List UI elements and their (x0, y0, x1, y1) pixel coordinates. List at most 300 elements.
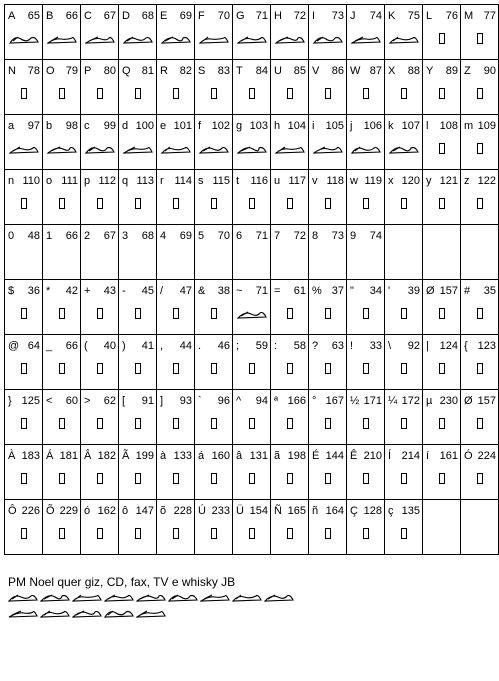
glyph-char: ª (274, 395, 279, 407)
box-glyph-icon (287, 418, 293, 429)
glyph-preview (347, 363, 384, 376)
glyph-cell (81, 280, 119, 335)
glyph-label (464, 120, 496, 132)
box-glyph-icon (97, 528, 103, 539)
glyph-cell (81, 445, 119, 500)
glyph-label (84, 175, 116, 187)
glyph-code: 162 (97, 505, 116, 517)
glyph-code: 125 (21, 395, 40, 407)
box-glyph-icon (401, 363, 407, 374)
glyph-char: a (8, 120, 15, 132)
glyph-preview (347, 198, 384, 211)
glyph-label (160, 450, 192, 462)
glyph-char: ! (350, 340, 354, 352)
glyph-char: ^ (236, 395, 242, 407)
glyph-code: 103 (249, 120, 268, 132)
glyph-label (426, 175, 458, 187)
glyph-code: 109 (477, 120, 496, 132)
glyph-code: 61 (293, 285, 306, 297)
glyph-cell (157, 170, 195, 225)
glyph-preview (43, 33, 80, 45)
glyph-code: 171 (363, 395, 382, 407)
glyph-label (426, 285, 458, 297)
glyph-code: 73 (331, 10, 344, 22)
glyph-char: % (312, 285, 322, 297)
glyph-code: 93 (179, 395, 192, 407)
glyph-label (236, 65, 268, 77)
glyph-label (388, 175, 420, 187)
glyph-char: W (350, 65, 361, 77)
glyph-code: 107 (401, 120, 420, 132)
glyph-preview (385, 88, 422, 101)
glyph-cell (233, 60, 271, 115)
glyph-label (160, 120, 192, 132)
animal-figure-icon (161, 143, 191, 155)
glyph-char: J (350, 10, 356, 22)
glyph-label (84, 285, 116, 297)
glyph-cell (233, 500, 271, 555)
glyph-preview (461, 308, 498, 321)
glyph-code: 40 (103, 340, 116, 352)
glyph-cell (347, 115, 385, 170)
box-glyph-icon (21, 198, 27, 209)
glyph-code: 68 (141, 10, 154, 22)
glyph-preview (157, 528, 194, 541)
animal-figure-icon (313, 143, 343, 155)
glyph-cell (5, 225, 43, 280)
animal-figure-icon (237, 33, 267, 45)
glyph-char: K (388, 10, 396, 22)
glyph-preview (43, 143, 80, 155)
glyph-cell (119, 280, 157, 335)
box-glyph-icon (401, 528, 407, 539)
glyph-cell (119, 225, 157, 280)
glyph-preview (461, 143, 498, 156)
animal-figure-icon (47, 143, 77, 155)
animal-figure-icon (136, 607, 166, 619)
glyph-label (198, 10, 230, 22)
glyph-label (426, 10, 458, 22)
glyph-cell (5, 60, 43, 115)
glyph-label (8, 65, 40, 77)
glyph-preview (195, 528, 232, 541)
glyph-cell (119, 5, 157, 60)
glyph-char: : (274, 340, 278, 352)
glyph-cell (195, 280, 233, 335)
glyph-grid (4, 4, 499, 555)
glyph-preview (461, 363, 498, 376)
glyph-code: 67 (103, 10, 116, 22)
glyph-code: 183 (21, 450, 40, 462)
glyph-code: 46 (217, 340, 230, 352)
glyph-code: 70 (217, 230, 230, 242)
glyph-code: 101 (173, 120, 192, 132)
glyph-row (5, 115, 499, 170)
glyph-label (388, 65, 420, 77)
glyph-cell (157, 500, 195, 555)
glyph-preview (271, 308, 308, 321)
glyph-cell (461, 390, 499, 445)
glyph-code: 84 (255, 65, 268, 77)
glyph-label (160, 285, 192, 297)
glyph-label (198, 175, 230, 187)
glyph-preview (271, 418, 308, 431)
glyph-code: 58 (293, 340, 306, 352)
glyph-code: 88 (407, 65, 420, 77)
glyph-char: ñ (312, 505, 319, 517)
glyph-code: 119 (364, 175, 382, 187)
box-glyph-icon (135, 473, 141, 484)
glyph-char: Ü (236, 505, 244, 517)
glyph-row (5, 445, 499, 500)
animal-figure-icon (47, 33, 77, 45)
box-glyph-icon (287, 528, 293, 539)
glyph-preview (385, 198, 422, 211)
animal-figure-icon (40, 607, 70, 619)
box-glyph-icon (97, 418, 103, 429)
glyph-preview (81, 473, 118, 486)
glyph-cell (347, 170, 385, 225)
glyph-preview (347, 88, 384, 101)
animal-figure-icon (72, 591, 102, 603)
glyph-preview (271, 473, 308, 486)
glyph-code: 72 (293, 10, 306, 22)
glyph-label (274, 120, 306, 132)
glyph-preview (309, 198, 346, 211)
box-glyph-icon (211, 473, 217, 484)
box-glyph-icon (21, 528, 27, 539)
glyph-code: 102 (211, 120, 230, 132)
animal-figure-icon (237, 308, 267, 320)
glyph-code: 199 (135, 450, 154, 462)
glyph-code: 224 (477, 450, 496, 462)
glyph-label (122, 230, 154, 242)
glyph-preview (309, 33, 346, 45)
glyph-code: 226 (21, 505, 40, 517)
glyph-cell (233, 445, 271, 500)
glyph-cell (423, 60, 461, 115)
glyph-code: 114 (174, 175, 192, 187)
animal-figure-icon (9, 33, 39, 45)
glyph-preview (423, 473, 460, 486)
glyph-char: r (160, 175, 164, 187)
glyph-cell (5, 280, 43, 335)
glyph-code: 69 (179, 10, 192, 22)
glyph-code: 63 (331, 340, 344, 352)
box-glyph-icon (439, 33, 445, 44)
glyph-code: 229 (59, 505, 78, 517)
glyph-cell (43, 500, 81, 555)
glyph-cell (5, 500, 43, 555)
glyph-preview (309, 143, 346, 155)
glyph-label (312, 120, 344, 132)
box-glyph-icon (97, 473, 103, 484)
glyph-label (8, 120, 40, 132)
glyph-char: $ (8, 285, 15, 297)
glyph-label (426, 340, 458, 352)
glyph-code: 77 (483, 10, 496, 22)
glyph-code: 92 (407, 340, 420, 352)
glyph-code: 123 (477, 340, 496, 352)
sample-line-1 (8, 590, 308, 604)
glyph-code: 62 (103, 395, 116, 407)
glyph-row (5, 60, 499, 115)
box-glyph-icon (401, 308, 407, 319)
glyph-label (464, 340, 496, 352)
animal-figure-icon (161, 33, 191, 45)
glyph-cell (423, 170, 461, 225)
glyph-cell (385, 60, 423, 115)
glyph-char: F (198, 10, 205, 22)
glyph-preview (271, 363, 308, 376)
glyph-cell (43, 390, 81, 445)
glyph-cell (347, 335, 385, 390)
glyph-label (198, 285, 230, 297)
glyph-code: 230 (439, 395, 458, 407)
glyph-char: õ (160, 505, 167, 517)
glyph-cell (347, 280, 385, 335)
glyph-code: 73 (331, 230, 344, 242)
glyph-cell (81, 115, 119, 170)
glyph-code: 42 (65, 285, 78, 297)
glyph-cell (233, 115, 271, 170)
glyph-cell (423, 445, 461, 500)
glyph-cell (233, 390, 271, 445)
glyph-label (426, 395, 458, 407)
glyph-cell (43, 335, 81, 390)
glyph-cell (461, 335, 499, 390)
glyph-code: 131 (249, 450, 268, 462)
glyph-code: 157 (477, 395, 496, 407)
box-glyph-icon (439, 198, 445, 209)
glyph-preview (81, 363, 118, 376)
glyph-code: 71 (255, 285, 268, 297)
glyph-row (5, 500, 499, 555)
glyph-char: 9 (350, 230, 357, 242)
glyph-preview (309, 528, 346, 541)
glyph-char: Ñ (274, 505, 282, 517)
glyph-char: á (198, 450, 205, 462)
glyph-char: s (198, 175, 204, 187)
glyph-label (198, 395, 230, 407)
glyph-code: 97 (27, 120, 40, 132)
glyph-code: 74 (369, 230, 382, 242)
glyph-char: * (46, 285, 51, 297)
box-glyph-icon (59, 363, 65, 374)
glyph-cell (81, 500, 119, 555)
glyph-char: Z (464, 65, 471, 77)
glyph-char: 8 (312, 230, 319, 242)
glyph-preview (81, 198, 118, 211)
glyph-preview (309, 363, 346, 376)
glyph-label (464, 10, 496, 22)
glyph-code: 44 (179, 340, 192, 352)
glyph-cell (195, 500, 233, 555)
glyph-label (160, 230, 192, 242)
glyph-preview (309, 308, 346, 321)
glyph-char: o (46, 175, 53, 187)
animal-figure-icon (8, 607, 38, 619)
glyph-label (464, 175, 496, 187)
glyph-char: t (236, 175, 240, 187)
glyph-cell (271, 60, 309, 115)
animal-figure-icon (200, 591, 230, 603)
glyph-cell (347, 445, 385, 500)
glyph-cell (195, 335, 233, 390)
glyph-label (122, 175, 154, 187)
glyph-cell (157, 335, 195, 390)
box-glyph-icon (173, 473, 179, 484)
glyph-char: A (8, 10, 16, 22)
glyph-cell (81, 390, 119, 445)
glyph-cell (461, 445, 499, 500)
glyph-char: f (198, 120, 202, 132)
glyph-label (198, 505, 230, 517)
glyph-cell (309, 170, 347, 225)
glyph-code: 117 (288, 175, 306, 187)
glyph-char: @ (8, 340, 20, 352)
glyph-char: M (464, 10, 474, 22)
box-glyph-icon (135, 363, 141, 374)
glyph-char: R (160, 65, 168, 77)
glyph-code: 91 (141, 395, 154, 407)
glyph-cell (271, 225, 309, 280)
glyph-code: 104 (287, 120, 306, 132)
box-glyph-icon (59, 198, 65, 209)
glyph-code: 167 (325, 395, 344, 407)
box-glyph-icon (401, 198, 407, 209)
glyph-char: ` (198, 395, 202, 407)
box-glyph-icon (211, 308, 217, 319)
animal-figure-icon (104, 607, 134, 619)
glyph-preview (5, 143, 42, 155)
glyph-char: ~ (236, 285, 243, 297)
glyph-preview (119, 308, 156, 321)
glyph-cell (309, 60, 347, 115)
glyph-label (312, 65, 344, 77)
glyph-code: 64 (27, 340, 40, 352)
glyph-code: 36 (27, 285, 40, 297)
box-glyph-icon (477, 308, 483, 319)
animal-figure-icon (9, 143, 39, 155)
glyph-cell (309, 390, 347, 445)
box-glyph-icon (363, 308, 369, 319)
glyph-preview (81, 143, 118, 155)
glyph-char: N (8, 65, 16, 77)
glyph-cell (233, 335, 271, 390)
glyph-code: 90 (483, 65, 496, 77)
glyph-cell (233, 280, 271, 335)
glyph-cell (43, 115, 81, 170)
glyph-code: 69 (179, 230, 192, 242)
glyph-char: Y (426, 65, 434, 77)
animal-figure-icon (85, 143, 115, 155)
glyph-char: ) (122, 340, 126, 352)
box-glyph-icon (401, 88, 407, 99)
glyph-preview (43, 418, 80, 431)
glyph-preview (157, 418, 194, 431)
glyph-preview (81, 308, 118, 321)
glyph-code: 144 (325, 450, 344, 462)
glyph-char: e (160, 120, 167, 132)
glyph-char: D (122, 10, 130, 22)
glyph-preview (461, 198, 498, 211)
glyph-label (274, 175, 306, 187)
glyph-code: 70 (217, 10, 230, 22)
box-glyph-icon (325, 88, 331, 99)
glyph-char: v (312, 175, 318, 187)
glyph-label (122, 10, 154, 22)
glyph-code: 181 (59, 450, 78, 462)
glyph-cell (461, 5, 499, 60)
animal-figure-icon (237, 143, 267, 155)
glyph-char: i (312, 120, 315, 132)
glyph-char: # (464, 285, 471, 297)
glyph-char: ã (274, 450, 281, 462)
animal-figure-icon (389, 143, 419, 155)
glyph-cell (195, 390, 233, 445)
glyph-preview (385, 33, 422, 45)
animal-figure-icon (264, 591, 294, 603)
box-glyph-icon (173, 198, 179, 209)
glyph-char: Í (388, 450, 392, 462)
box-glyph-icon (287, 198, 293, 209)
box-glyph-icon (325, 198, 331, 209)
glyph-cell (271, 280, 309, 335)
box-glyph-icon (59, 88, 65, 99)
glyph-label (8, 230, 40, 242)
glyph-cell (347, 60, 385, 115)
glyph-preview (347, 33, 384, 45)
glyph-preview (5, 528, 42, 541)
glyph-cell (423, 225, 461, 280)
glyph-preview (347, 418, 384, 431)
glyph-label (160, 340, 192, 352)
glyph-preview (81, 528, 118, 541)
glyph-char: í (426, 450, 430, 462)
glyph-label (388, 10, 420, 22)
glyph-preview (5, 308, 42, 321)
glyph-preview (423, 143, 460, 156)
glyph-preview (81, 88, 118, 101)
glyph-cell (309, 115, 347, 170)
glyph-char: k (388, 120, 394, 132)
glyph-char: ô (122, 505, 129, 517)
box-glyph-icon (59, 528, 65, 539)
glyph-code: 86 (331, 65, 344, 77)
glyph-char: I (312, 10, 316, 22)
box-glyph-icon (325, 528, 331, 539)
glyph-label (312, 340, 344, 352)
glyph-cell (309, 5, 347, 60)
box-glyph-icon (211, 528, 217, 539)
glyph-char: Ø (426, 285, 435, 297)
box-glyph-icon (173, 418, 179, 429)
glyph-label (236, 175, 268, 187)
glyph-cell (423, 5, 461, 60)
glyph-preview (81, 418, 118, 431)
glyph-code: 83 (217, 65, 230, 77)
box-glyph-icon (249, 418, 255, 429)
glyph-code: 76 (445, 10, 458, 22)
glyph-label (8, 175, 40, 187)
box-glyph-icon (21, 308, 27, 319)
glyph-label (46, 175, 78, 187)
glyph-cell (309, 280, 347, 335)
animal-figure-icon (199, 33, 229, 45)
glyph-preview (195, 88, 232, 101)
glyph-code: 124 (439, 340, 458, 352)
